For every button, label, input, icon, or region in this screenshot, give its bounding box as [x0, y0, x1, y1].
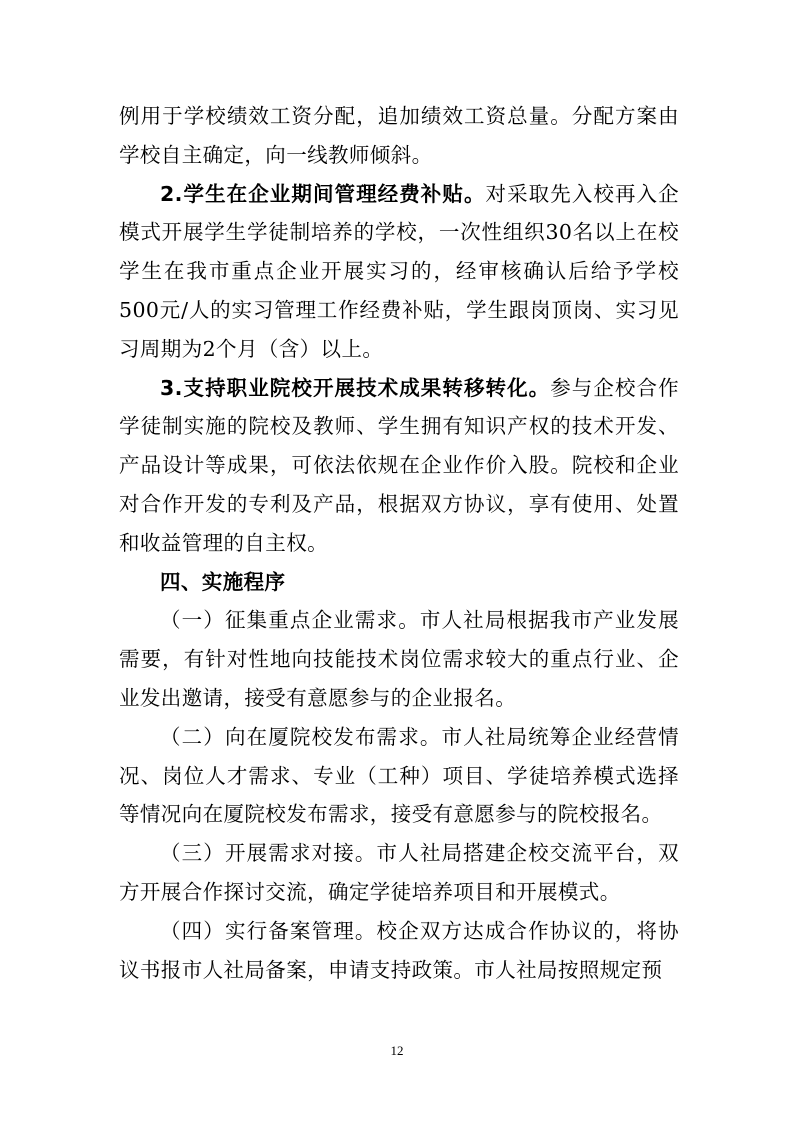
page-number: 12	[390, 1043, 404, 1058]
paragraph-performance-pay: 例用于学校绩效工资分配，追加绩效工资总量。分配方案由学校自主确定，向一线教师倾斜。	[119, 104, 679, 167]
section-heading: 四、实施程序	[160, 569, 286, 594]
step-publish-needs: （二）向在厦院校发布需求。市人社局统筹企业经营情况、岗位人才需求、专业（工种）项目、学徒培养模式选择等情况向在厦院校发布需求，接受有意愿参与的院校报名。	[119, 724, 679, 827]
paragraph-management-subsidy	[119, 175, 679, 369]
step-collect-needs: （一）征集重点企业需求。市人社局根据我市产业发展需要，有针对性地向技能技术岗位需求较大的重点行业、企业发出邀请，接受有意愿参与的企业报名。	[119, 608, 679, 710]
paragraph-title: 3.支持职业院校开展技术成果转移转化。	[160, 375, 551, 400]
paragraph-text: 对采取先入校再入企模式开展学生学徒制培养的学校，一次性组织30名以上在校学生在我市重点企业开展实习的，经审核确认后给予学校500元/人的实习管理工作经费补贴，学生跟岗顶岗、实习见习周期为2个月（含）以上。	[119, 181, 680, 361]
step-record-management: （四）实行备案管理。校企双方达成合作协议的，将协议书报市人社局备案，申请支持政策。市人社局按照规定预	[119, 918, 679, 982]
document-body	[119, 97, 679, 989]
paragraph-title: 2.学生在企业期间管理经费补贴。	[160, 181, 486, 206]
step-matching: （三）开展需求对接。市人社局搭建企校交流平台，双方开展合作探讨交流，确定学徒培养项目和开展模式。	[119, 841, 679, 904]
paragraph-text: 参与企校合作学徒制实施的院校及教师、学生拥有知识产权的技术开发、产品设计等成果，可依法依规在企业作价入股。院校和企业对合作开发的专利及产品，根据双方协议，享有使用、处置和收益管理的自主权。	[119, 375, 679, 555]
paragraph-tech-transfer	[119, 369, 679, 563]
